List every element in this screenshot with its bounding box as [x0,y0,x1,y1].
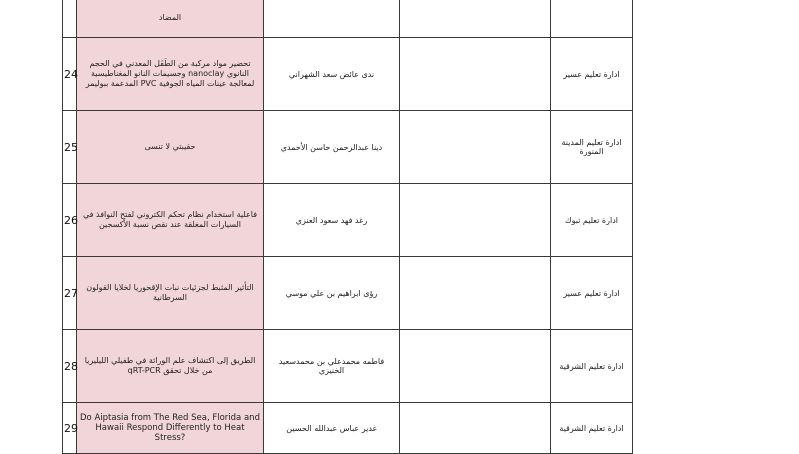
row-number-cell: 28 [63,330,77,403]
project-title-cell: حقيبتي لا تنسى [77,111,264,184]
student-name-cell: غدير عباس عبدالله الحسين [264,403,400,454]
education-department-cell: ادارة تعليم عسير [551,38,633,111]
empty-cell [400,38,551,111]
projects-table [62,0,633,454]
table-row [63,330,633,403]
row-number-cell: 26 [63,184,77,257]
table-row [63,403,633,454]
table-row [63,111,633,184]
row-number-cell: 29 [63,403,77,454]
education-department-cell: ادارة تعليم تبوك [551,184,633,257]
empty-cell [400,0,551,38]
table-row [63,184,633,257]
table-row [63,0,633,38]
row-number-cell [63,0,77,38]
row-number-cell: 25 [63,111,77,184]
empty-cell [400,184,551,257]
education-department-cell: ادارة تعليم عسير [551,257,633,330]
student-name-cell: دينا عبدالرحمن حاسن الأحمدي [264,111,400,184]
education-department-cell: ادارة تعليم المدينة المنورة [551,111,633,184]
project-title-cell: الطريق إلى اكتشاف علم الوراثة في طفيلي الليليريا من خلال تحقق qRT-PCR [77,330,264,403]
row-number-cell: 27 [63,257,77,330]
table-row [63,257,633,330]
student-name-cell [264,0,400,38]
student-name-cell: ندى عائض سعد الشهراني [264,38,400,111]
student-name-cell: رؤى ابراهيم بن علي موسي [264,257,400,330]
student-name-cell: فاطمه محمدعلي بن محمدسعيد الخنيزي [264,330,400,403]
student-name-cell: رغد فهد سعود العنزي [264,184,400,257]
empty-cell [400,403,551,454]
project-title-cell: تحضير مواد مركبة من الطَفَل المعدني في الحجم النانوي nanoclay وجسيمات النانو المغناطيسية لمعالجة عينات المياه الجوفية PVC المدعمة ببوليمر [77,38,264,111]
empty-cell [400,111,551,184]
row-number-cell: 24 [63,38,77,111]
project-title-cell: المضاد [77,0,264,38]
table-row [63,38,633,111]
education-department-cell: ادارة تعليم الشرقية [551,330,633,403]
education-department-cell: ادارة تعليم الشرقية [551,403,633,454]
project-title-cell: Do Aiptasia from The Red Sea, Florida and Hawaii Respond Differently to Heat Stress? [77,403,264,454]
project-title-cell: التأثير المثبط لجزئيات نبات الإقحوريا لخلايا القولون السرطانية [77,257,264,330]
empty-cell [400,257,551,330]
empty-cell [400,330,551,403]
project-title-cell: فاعلية استخدام نظام تحكم الكتروني لفتح النوافذ في السيارات المغلقة عند نقص نسبة الأكسجين [77,184,264,257]
education-department-cell [551,0,633,38]
